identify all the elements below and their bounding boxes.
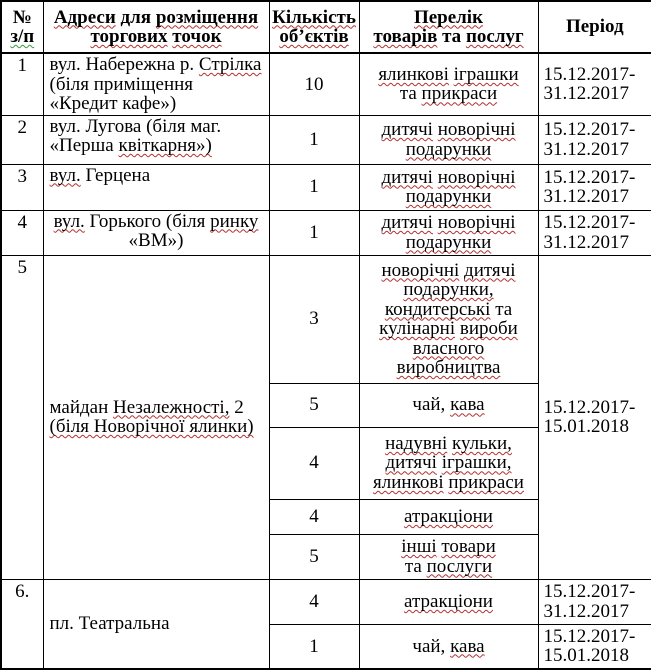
misspelled-word: кава [450, 394, 485, 416]
header-col-goods [359, 1, 538, 53]
text-segment: Герцена [80, 164, 151, 186]
text-segment: Період [565, 16, 624, 38]
misspelled-word: ялинкові [378, 63, 449, 85]
table-row [1, 164, 651, 210]
row6b-period-cell [538, 624, 651, 669]
misspelled-word: дитячі [381, 212, 433, 233]
row3-address-cell [43, 164, 269, 210]
row5d-goods-cell [359, 499, 538, 534]
row5b-quantity-cell [269, 383, 359, 427]
text-segment: 1 [309, 176, 319, 198]
text-segment: пл. Театральна [49, 613, 170, 634]
misspelled-word: дитячі [381, 166, 433, 188]
text-segment: чай, [412, 394, 451, 416]
text-segment: «Кредит кафе») [49, 93, 177, 114]
text-segment: 2 [229, 396, 244, 418]
row3-quantity-cell [269, 164, 359, 210]
row6-number-cell [1, 579, 43, 669]
text-segment: Горького (біля [84, 210, 211, 232]
text-segment: 31.12.2017 [543, 186, 629, 207]
text-segment: 1 [17, 55, 27, 76]
text-segment: 15.12.2017- [543, 212, 636, 233]
misspelled-word: іграшки [453, 63, 519, 85]
row4-goods-cell [359, 210, 538, 255]
text-segment: та [404, 555, 427, 577]
misspelled-word: новорічні [381, 259, 460, 281]
text-segment: 5 [17, 256, 27, 278]
text-segment: 1 [309, 128, 319, 150]
text-segment: 15.12.2017- [543, 166, 636, 188]
row4-quantity-cell [269, 210, 359, 255]
misspelled-word: ялинкові [373, 471, 444, 493]
text-segment: для [115, 6, 156, 28]
row5b-goods-cell [359, 383, 538, 427]
text-segment: 3 [309, 308, 319, 330]
row6a-quantity-cell [269, 579, 359, 624]
misspelled-word: Незалежності, [113, 396, 230, 418]
misspelled-word: вул. [49, 164, 81, 186]
row6a-period-cell [538, 579, 651, 624]
misspelled-word: ринку [210, 210, 259, 232]
header-col-quantity [269, 1, 359, 53]
misspelled-word: подарунки, [403, 279, 494, 300]
misspelled-word: іграшки, [441, 452, 512, 474]
text-segment: 15.12.2017- [543, 581, 636, 602]
row5-period-cell [538, 255, 651, 579]
row2-goods-cell [359, 115, 538, 164]
text-segment: та [490, 298, 513, 320]
text-segment: 1 [309, 221, 319, 243]
text-segment: 2 [17, 116, 27, 138]
row6-address-cell [43, 579, 269, 669]
misspelled-word: власного [412, 337, 485, 359]
header-row [1, 1, 651, 53]
misspelled-word: виробництва [396, 357, 501, 378]
row2-quantity-cell [269, 115, 359, 164]
row1-address-cell [43, 53, 269, 115]
row1-period-cell [538, 53, 651, 115]
text-segment: 4 [17, 211, 27, 233]
misspelled-word: прикраси [421, 83, 498, 105]
text-segment: 15.12.2017- [543, 63, 636, 85]
misspelled-word: розміщення [155, 6, 259, 28]
row1-goods-cell [359, 53, 538, 115]
text-segment: вул. Лугова (біля маг. [49, 115, 222, 137]
misspelled-word: Кількість [272, 6, 356, 28]
text-segment: 5 [309, 545, 319, 567]
row2-address-cell [43, 115, 269, 164]
misspelled-word: послуг [465, 26, 524, 47]
misspelled-word: вул. [53, 210, 85, 232]
misspelled-word: подарунки [405, 138, 492, 160]
text-segment: та [399, 83, 422, 105]
table-row [1, 579, 651, 624]
text-segment: майдан [49, 396, 114, 418]
text-segment: 3 [17, 165, 27, 187]
row5e-goods-cell [359, 534, 538, 579]
misspelled-word: дитячі [381, 119, 433, 140]
misspelled-word: новорічні [437, 166, 516, 188]
text-segment: вул. Набережна р. [49, 54, 199, 75]
row1-quantity-cell [269, 53, 359, 115]
table-row [1, 210, 651, 255]
row2-number-cell [1, 115, 43, 164]
table-row [1, 53, 651, 115]
row5d-quantity-cell [269, 499, 359, 534]
row3-period-cell [538, 164, 651, 210]
text-segment: та [437, 26, 466, 47]
row1-number-cell [1, 53, 43, 115]
row6a-goods-cell [359, 579, 538, 624]
text-segment: 4 [309, 505, 319, 527]
misspelled-word: дитячі [464, 259, 516, 281]
table-row [1, 255, 651, 383]
misspelled-word: подарунки [405, 186, 492, 207]
misspelled-word: атракціони [404, 590, 493, 612]
text-segment: чай, [412, 635, 451, 657]
misspelled-word: кондитерські [384, 298, 491, 320]
row3-number-cell [1, 164, 43, 210]
table-row [1, 115, 651, 164]
text-segment: 1 [309, 635, 319, 657]
text-segment: 6. [15, 580, 30, 602]
misspelled-word: новорічні [437, 119, 516, 140]
text-segment: 15.12.2017- [543, 625, 636, 647]
text-segment: (біля приміщення [49, 73, 194, 95]
header-col-address [43, 1, 269, 53]
misspelled-word: послуги [426, 555, 493, 577]
misspelled-word: подарунки [405, 231, 492, 253]
row3-goods-cell [359, 164, 538, 210]
misspelled-word: кулінарні [379, 318, 456, 339]
text-segment: № [12, 6, 32, 28]
misspelled-word: надувні [385, 432, 448, 454]
row2-period-cell [538, 115, 651, 164]
row5c-quantity-cell [269, 427, 359, 499]
row5a-goods-cell [359, 255, 538, 383]
misspelled-word: об’єктів [279, 26, 349, 47]
row4-address-cell [43, 210, 269, 255]
row4-number-cell [1, 210, 43, 255]
text-segment: 4 [309, 590, 319, 612]
text-segment: 31.12.2017 [543, 231, 629, 253]
text-segment: 15.01.2018 [543, 645, 629, 667]
misspelled-word: вироби [459, 318, 518, 339]
row4-period-cell [538, 210, 651, 255]
row5a-quantity-cell [269, 255, 359, 383]
misspelled-word: інші [401, 536, 437, 557]
misspelled-word: прикраси [448, 471, 524, 493]
row6b-goods-cell [359, 624, 538, 669]
misspelled-word: квіткарня») [118, 135, 212, 156]
misspelled-word: новорічні [437, 212, 516, 233]
misspelled-word: кульки, [452, 432, 512, 454]
misspelled-word: дитячі [385, 452, 437, 474]
text-segment: 4 [309, 452, 319, 474]
misspelled-word: товарів [373, 26, 438, 47]
row5e-quantity-cell [269, 534, 359, 579]
misspelled-word: товари [441, 536, 496, 557]
misspelled-word: Перелік [413, 6, 484, 28]
misspelled-word: атракціони [404, 505, 493, 527]
text-segment: 15.12.2017- [543, 396, 636, 418]
row5-address-cell [43, 255, 269, 579]
text-segment: 10 [304, 73, 324, 95]
text-segment: 15.01.2018 [543, 416, 629, 437]
text-segment: 15.12.2017- [543, 119, 636, 140]
row5-number-cell [1, 255, 43, 579]
misspelled-word: точок [172, 26, 222, 47]
row6b-quantity-cell [269, 624, 359, 669]
misspelled-word: торгових [90, 26, 168, 47]
header-col-num [1, 1, 43, 53]
row5c-goods-cell [359, 427, 538, 499]
text-segment: 31.12.2017 [543, 83, 629, 105]
misspelled-word: Стрілка [198, 54, 262, 75]
header-col-period [538, 1, 651, 53]
text-segment: «ВМ») [128, 230, 184, 251]
misspelled-word: (біля Новорічної ялинки) [49, 416, 254, 437]
misspelled-word: Адреси [53, 6, 116, 28]
text-segment: 31.12.2017 [543, 138, 629, 160]
text-segment: 31.12.2017 [543, 600, 629, 622]
text-segment: 5 [309, 394, 319, 416]
misspelled-word: кава [450, 635, 485, 657]
misspelled-word: з/п [10, 26, 35, 47]
text-segment: «Перша [49, 135, 119, 156]
